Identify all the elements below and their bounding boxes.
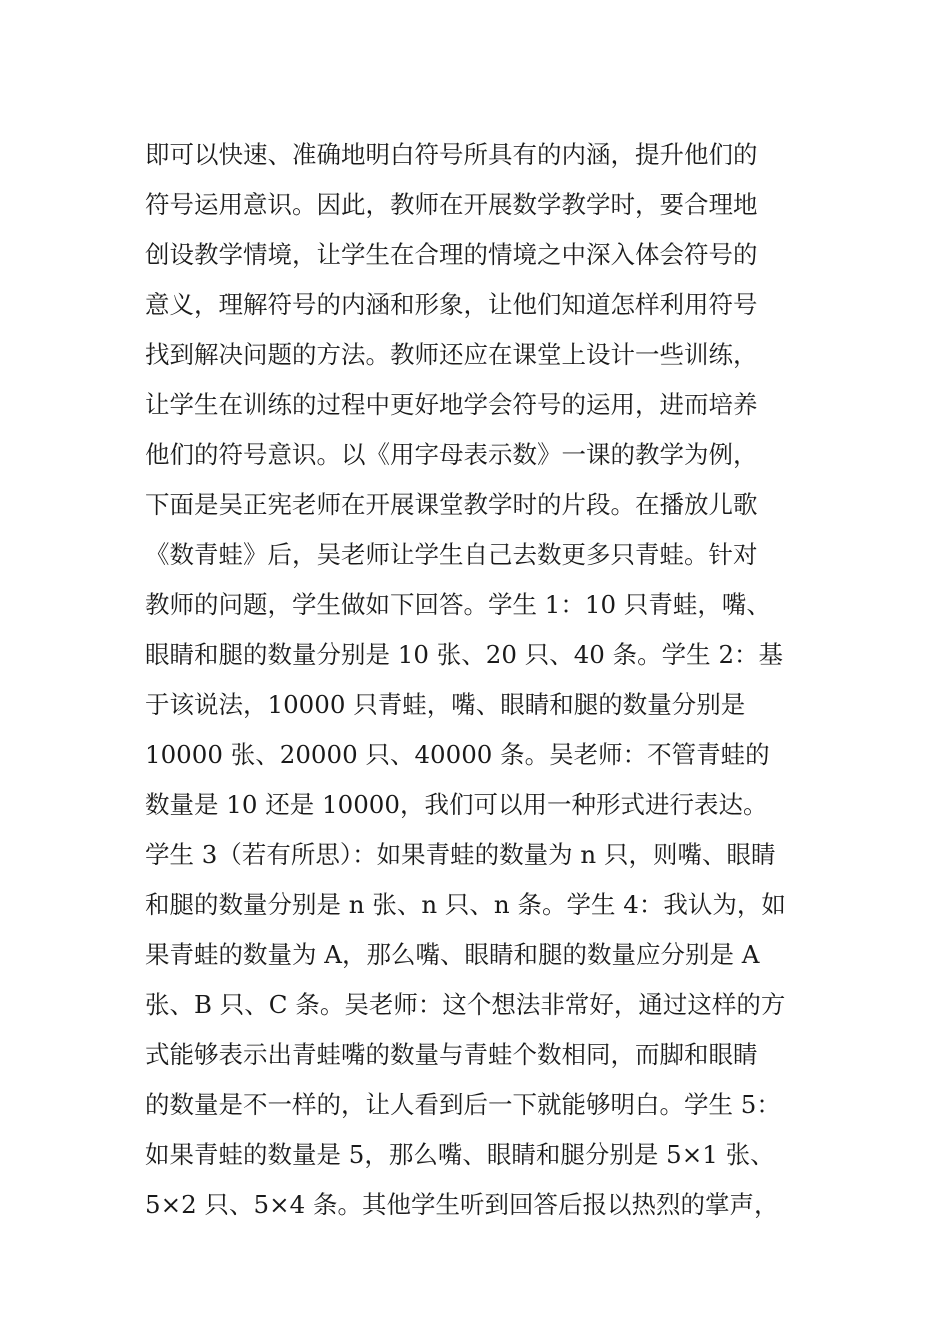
text-line: 他们的符号意识。以《用字母表示数》一课的教学为例， (145, 440, 758, 469)
text-line: 数量是 10 还是 10000，我们可以用一种形式进行表达。 (145, 790, 768, 819)
text-line: 让学生在训练的过程中更好地学会符号的运用，进而培养 (145, 390, 758, 419)
text-line: 5×2 只、5×4 条。其他学生听到回答后报以热烈的掌声， (145, 1190, 779, 1219)
body-text (145, 130, 815, 1230)
text-line: 式能够表示出青蛙嘴的数量与青蛙个数相同，而脚和眼睛 (145, 1040, 758, 1069)
text-line: 教师的问题，学生做如下回答。学生 1：10 只青蛙，嘴、 (145, 590, 771, 619)
text-line: 果青蛙的数量为 A，那么嘴、眼睛和腿的数量应分别是 A (145, 940, 760, 969)
text-line: 10000 张、20000 只、40000 条。吴老师：不管青蛙的 (145, 740, 770, 769)
text-line: 创设教学情境，让学生在合理的情境之中深入体会符号的 (145, 240, 758, 269)
text-line: 眼睛和腿的数量分别是 10 张、20 只、40 条。学生 2：基 (145, 640, 784, 669)
text-line: 《数青蛙》后，吴老师让学生自己去数更多只青蛙。针对 (145, 540, 758, 569)
text-line: 的数量是不一样的，让人看到后一下就能够明白。学生 5： (145, 1090, 781, 1119)
text-line: 意义，理解符号的内涵和形象，让他们知道怎样利用符号 (145, 290, 758, 319)
text-line: 张、B 只、C 条。吴老师：这个想法非常好，通过这样的方 (145, 990, 786, 1019)
text-line: 下面是吴正宪老师在开展课堂教学时的片段。在播放儿歌 (145, 490, 758, 519)
text-line: 符号运用意识。因此，教师在开展数学教学时，要合理地 (145, 190, 758, 219)
text-line: 和腿的数量分别是 n 张、n 只、n 条。学生 4：我认为，如 (145, 890, 786, 919)
text-line: 如果青蛙的数量是 5，那么嘴、眼睛和腿分别是 5×1 张、 (145, 1140, 775, 1169)
text-line: 找到解决问题的方法。教师还应在课堂上设计一些训练， (145, 340, 758, 369)
text-line: 于该说法，10000 只青蛙，嘴、眼睛和腿的数量分别是 (145, 690, 746, 719)
text-line: 即可以快速、准确地明白符号所具有的内涵，提升他们的 (145, 140, 758, 169)
text-line: 学生 3（若有所思）：如果青蛙的数量为 n 只，则嘴、眼睛 (145, 840, 776, 869)
